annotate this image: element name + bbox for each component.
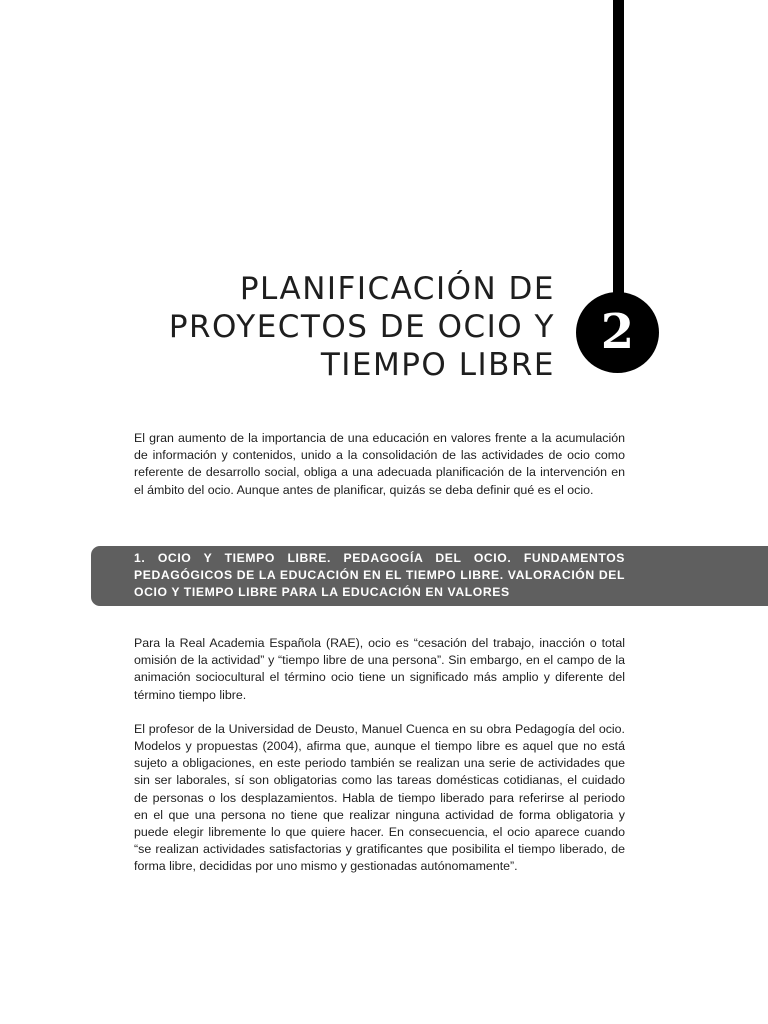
intro-paragraph: El gran aumento de la importancia de una educación en valores frente a la acumulación de información y contenidos, unido a la consolidación de las actividades de ocio como referente de desarrollo social, obliga a una adecuada planificación de la intervención en el ámbito del ocio. Aunque antes de planificar, quizás se deba definir qué es el ocio. bbox=[134, 431, 625, 497]
body-paragraph-2: El profesor de la Universidad de Deusto, Manuel Cuenca en su obra Pedagogía del ocio. Modelos y propuestas (2004), afirma que, aunque el tiempo libre es aquel que no está sujeto a obligaciones, en este periodo también se realizan una serie de actividades que sin ser laborales, sí son obligatorias como las tareas domésticas cotidianas, el cuidado de personas o los desplazamientos. Habla de tiempo liberado para referirse al periodo en el que una persona no tiene que realizar ninguna actividad de forma obligatoria y puede elegir libremente lo que quiere hacer. En consecuencia, el ocio aparece cuando “se realizan actividades satisfactorias y gratificantes que posibilita el tiempo liberado, de forma libre, decididas por uno mismo y gestionadas autónomamente”. bbox=[134, 721, 625, 874]
chapter-marker-line bbox=[613, 0, 624, 298]
chapter-number: 2 bbox=[600, 303, 635, 360]
section-body bbox=[134, 635, 625, 876]
chapter-title-line-3: TIEMPO LIBRE bbox=[320, 347, 555, 383]
intro-text bbox=[134, 430, 625, 499]
chapter-number-badge bbox=[576, 292, 659, 373]
body-paragraph-1: Para la Real Academia Española (RAE), ocio es “cesación del trabajo, inacción o total omisión de la actividad” y “tiempo libre de una persona”. Sin embargo, en el campo de la animación sociocultural el término ocio tiene un significado más amplio y diferente del término tiempo libre. bbox=[134, 636, 625, 702]
chapter-title-line-2: PROYECTOS DE OCIO Y bbox=[168, 309, 555, 345]
chapter-title-line-1: PLANIFICACIÓN DE bbox=[239, 271, 555, 307]
chapter-title bbox=[95, 270, 555, 384]
section-heading: 1. OCIO Y TIEMPO LIBRE. PEDAGOGÍA DEL OCIO. FUNDAMENTOS PEDAGÓGICOS DE LA EDUCACIÓN EN EL TIEMPO LIBRE. VALORACIÓN DEL OCIO Y TIEMPO LIBRE PARA LA EDUCACIÓN EN VALORES bbox=[134, 551, 625, 599]
